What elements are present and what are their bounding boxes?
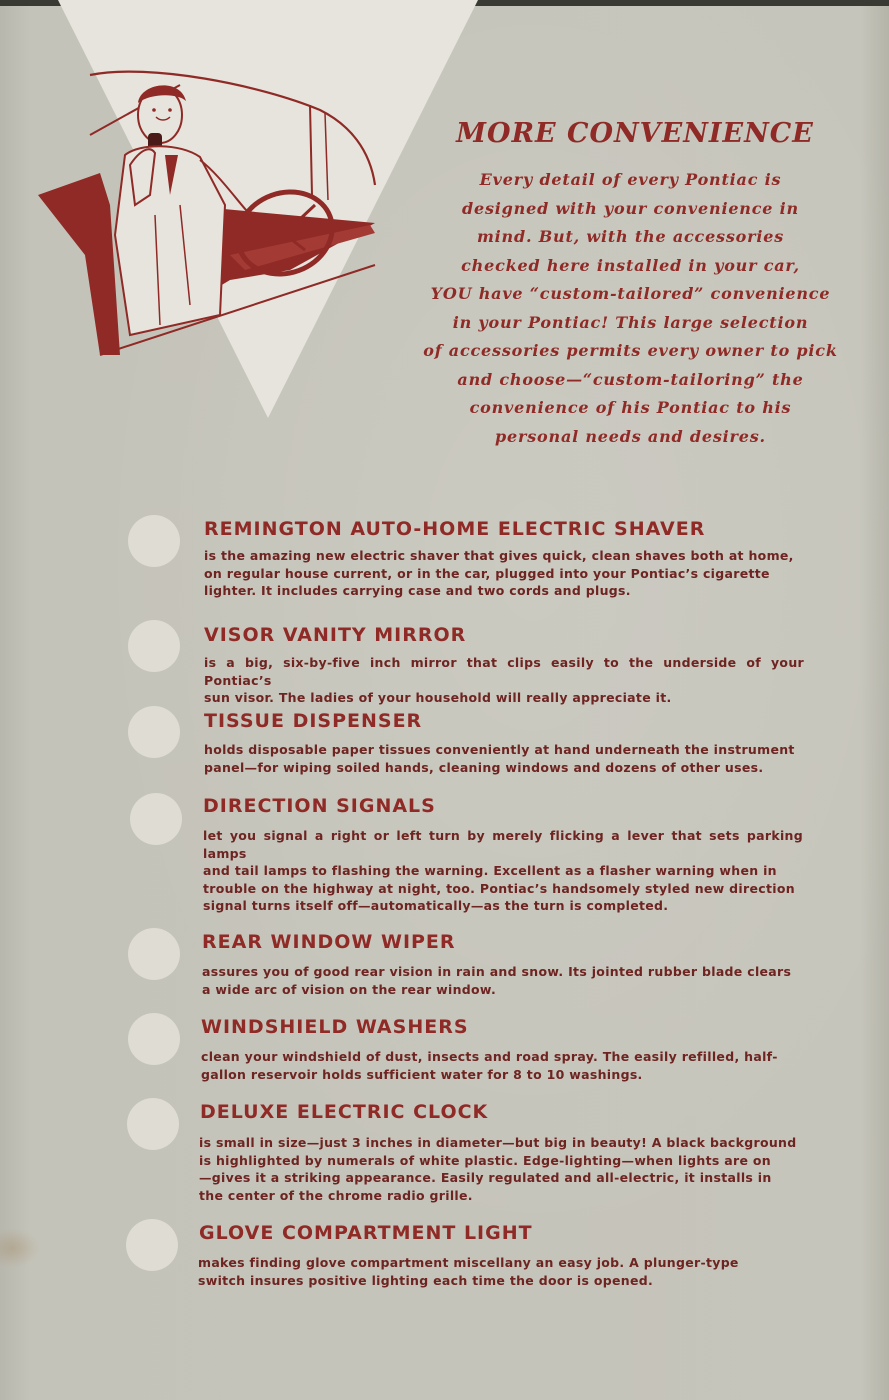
description-line: clean your windshield of dust, insects and road spray. The easily refilled, half- [201,1049,778,1064]
intro-line: personal needs and desires. [495,426,766,446]
description-line: is highlighted by numerals of white plastic. Edge-lighting—when lights are on [199,1152,771,1168]
intro-line: and choose—“custom-tailoring” the [457,369,804,389]
accessory-description [199,1134,799,1204]
checkbox-circle[interactable] [128,928,180,980]
intro-line: Every detail of every Pontiac is [479,170,782,189]
intro-line: convenience of his Pontiac to his [469,398,792,417]
intro-line: checked here installed in your car, [461,255,800,275]
description-line: is a big, six-by-five inch mirror that clips easily to the underside of your Pontiac’s [204,655,804,688]
accessory-description [203,827,803,915]
accessory-description [204,741,804,776]
accessory-title: DELUXE ELECTRIC CLOCK [200,1101,489,1123]
accessory-description [201,1048,801,1083]
description-line: panel—for wiping soiled hands, cleaning windows and dozens of other uses. [204,759,764,775]
page-heading: MORE CONVENIENCE [456,118,814,149]
description-line: holds disposable paper tissues conveniently at hand underneath the instrument [204,742,795,757]
accessory-title: VISOR VANITY MIRROR [204,624,467,646]
accessory-title: REAR WINDOW WIPER [202,931,456,953]
accessory-description [204,547,804,600]
checkbox-circle[interactable] [130,793,182,845]
accessory-title: TISSUE DISPENSER [204,710,423,732]
description-line: is small in size—just 3 inches in diameter—but big in beauty! A black background [199,1135,797,1150]
checkbox-circle[interactable] [128,515,180,567]
accessory-description [204,654,804,707]
description-line: lighter. It includes carrying case and two cords and plugs. [204,583,631,598]
intro-line: designed with your convenience in [462,198,799,218]
accessory-title: DIRECTION SIGNALS [203,795,436,817]
description-line: a wide arc of vision on the rear window. [202,981,497,997]
checkbox-circle[interactable] [126,1219,178,1271]
description-line: is the amazing new electric shaver that gives quick, clean shaves both at home, [204,548,794,563]
description-line: sun visor. The ladies of your household will really appreciate it. [204,690,672,705]
description-line: trouble on the highway at night, too. Pontiac’s handsomely styled new direction [203,880,795,896]
description-line: switch insures positive lighting each time the door is opened. [198,1272,654,1288]
checkbox-circle[interactable] [128,706,180,758]
description-line: signal turns itself off—automatically—as the turn is completed. [203,898,669,913]
description-line: the center of the chrome radio grille. [199,1187,473,1203]
description-line: let you signal a right or left turn by merely flicking a lever that sets parking lamps [203,828,803,861]
intro-line: YOU have “custom-tailored” convenience [430,284,831,303]
intro-line: of accessories permits every owner to pick [423,341,838,360]
description-line: —gives it a striking appearance. Easily regulated and all-electric, it installs in [199,1170,772,1185]
intro-line: in your Pontiac! This large selection [452,312,809,332]
description-line: gallon reservoir holds sufficient water for 8 to 10 washings. [201,1066,643,1082]
intro-paragraph [378,166,883,451]
accessory-title: GLOVE COMPARTMENT LIGHT [199,1222,533,1244]
paper-stain [0,1228,40,1268]
accessory-title: REMINGTON AUTO-HOME ELECTRIC SHAVER [204,518,706,540]
description-line: and tail lamps to flashing the warning. Excellent as a flasher warning when in [203,863,777,878]
description-line: makes finding glove compartment miscellany an easy job. A plunger-type [198,1255,739,1270]
intro-line: mind. But, with the accessories [476,227,785,246]
accessory-description [202,963,802,998]
checkbox-circle[interactable] [128,620,180,672]
description-line: assures you of good rear vision in rain and snow. Its jointed rubber blade clears [202,964,792,979]
accessory-title: WINDSHIELD WASHERS [201,1016,469,1038]
checkbox-circle[interactable] [128,1013,180,1065]
man-shaving-in-car-illustration [30,55,390,365]
checkbox-circle[interactable] [127,1098,179,1150]
description-line: on regular house current, or in the car, plugged into your Pontiac’s cigarette [204,565,770,581]
accessory-description [198,1254,798,1289]
